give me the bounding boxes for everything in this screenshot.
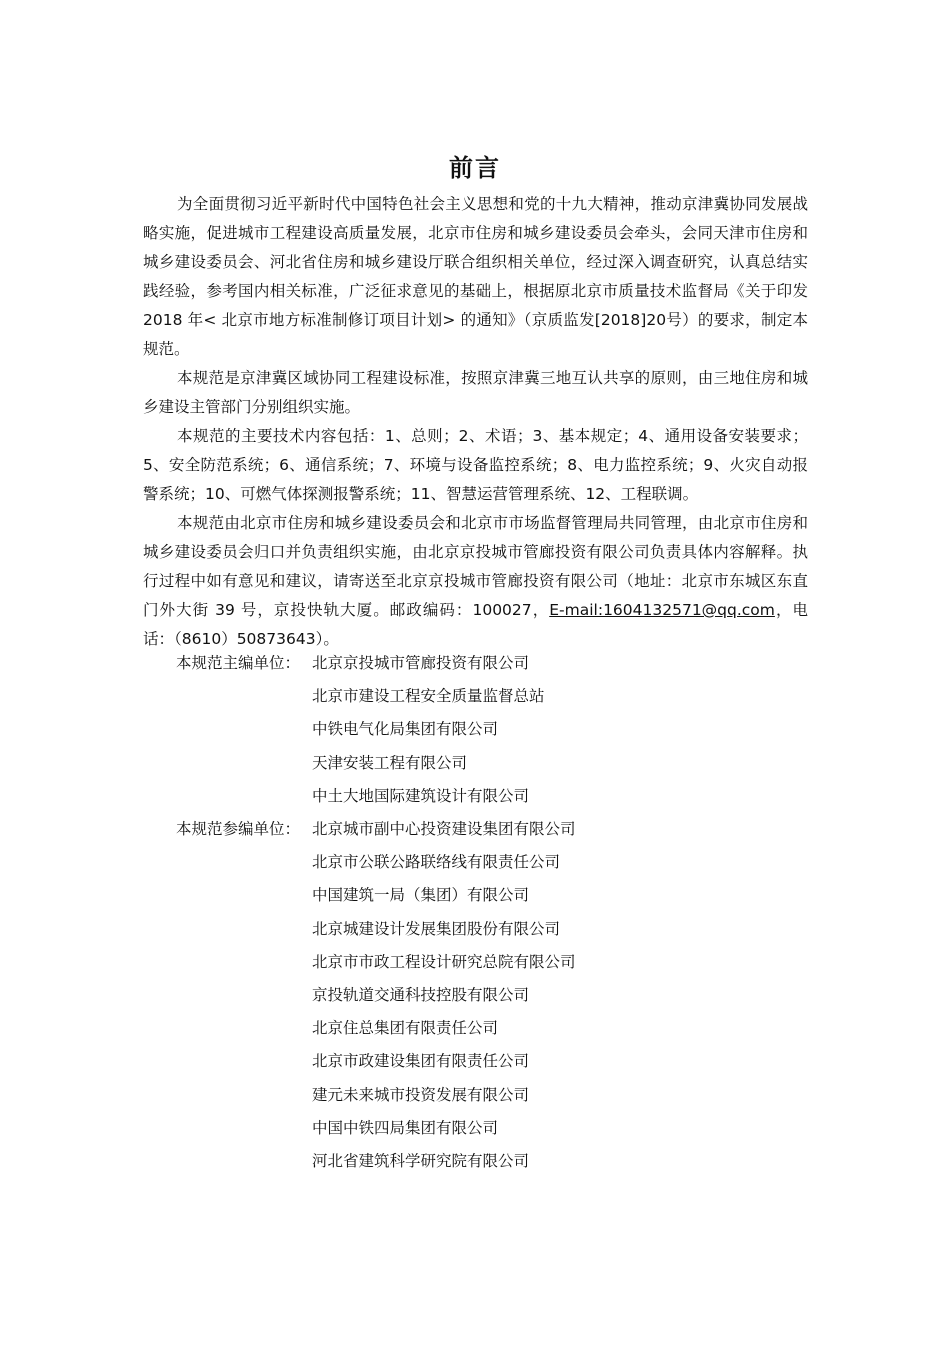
preface-body bbox=[143, 190, 808, 654]
chief-units-label: 本规范主编单位： bbox=[176, 654, 301, 672]
email-link[interactable]: E-mail:1604132571@qq.com bbox=[549, 601, 775, 619]
unit-name: 中国中铁四局集团有限公司 bbox=[312, 1118, 499, 1137]
unit-name: 中铁电气化局集团有限公司 bbox=[312, 720, 499, 739]
unit-name: 河北省建筑科学研究院有限公司 bbox=[312, 1151, 530, 1170]
paragraph-contents: 本规范的主要技术内容包括：1、总则；2、术语；3、基本规定；4、通用设备安装要求；5、安全防范系统；6、通信系统；7、环境与设备监控系统；8、电力监控系统；9、火灾自动报警系统；10、可燃气体探测报警系统；11、智慧运营管理系统、12、工程联调。 bbox=[143, 427, 808, 503]
unit-name: 中国建筑一局（集团）有限公司 bbox=[312, 886, 530, 905]
paragraph-background: 为全面贯彻习近平新时代中国特色社会主义思想和党的十九大精神，推动京津冀协同发展战略实施，促进城市工程建设高质量发展，北京市住房和城乡建设委员会牵头，会同天津市住房和城乡建设委员会、河北省住房和城乡建设厅联合组织相关单位，经过深入调查研究，认真总结实践经验，参考国内相关标准，广泛征求意见的基础上，根据原北京市质量技术监督局《关于印发 2018 年< 北京市地方标准制修订项目计划> 的通知》（京质监发[2018]20号）的要求，制定本规范。 bbox=[143, 195, 808, 358]
participating-units-label: 本规范参编单位： bbox=[176, 820, 301, 838]
unit-name: 北京市市政工程设计研究总院有限公司 bbox=[312, 952, 576, 971]
unit-name: 北京市公联公路联络线有限责任公司 bbox=[312, 853, 561, 872]
unit-name: 北京市政建设集团有限责任公司 bbox=[312, 1052, 530, 1071]
unit-name: 天津安装工程有限公司 bbox=[312, 753, 468, 772]
unit-name: 北京京投城市管廊投资有限公司 bbox=[312, 654, 530, 672]
contact-phone: ，电话：（8610）50873643）。 bbox=[143, 601, 808, 648]
contact-text: 本规范由北京市住房和城乡建设委员会和北京市市场监督管理局共同管理，由北京市住房和城乡建设委员会归口并负责组织实施，由北京京投城市管廊投资有限公司负责具体内容解释。执行过程中如有意见和建议，请寄送至北京京投城市管廊投资有限公司（地址：北京市东城区东直门外大街 39 号，京投快轨大厦。邮政编码：100027， bbox=[143, 514, 808, 619]
unit-name: 北京市建设工程安全质量监督总站 bbox=[312, 687, 545, 706]
unit-name: 京投轨道交通科技控股有限公司 bbox=[312, 985, 530, 1004]
paragraph-principle: 本规范是京津冀区域协同工程建设标准，按照京津冀三地互认共享的原则，由三地住房和城乡建设主管部门分别组织实施。 bbox=[143, 369, 808, 416]
unit-name: 北京城市副中心投资建设集团有限公司 bbox=[312, 820, 576, 838]
paragraph-contact bbox=[143, 509, 808, 654]
unit-name: 北京城建设计发展集团股份有限公司 bbox=[312, 919, 561, 938]
page-title: 前言 bbox=[449, 154, 501, 182]
unit-name: 中土大地国际建筑设计有限公司 bbox=[312, 786, 530, 805]
unit-name: 建元未来城市投资发展有限公司 bbox=[312, 1085, 530, 1104]
unit-name: 北京住总集团有限责任公司 bbox=[312, 1019, 499, 1038]
